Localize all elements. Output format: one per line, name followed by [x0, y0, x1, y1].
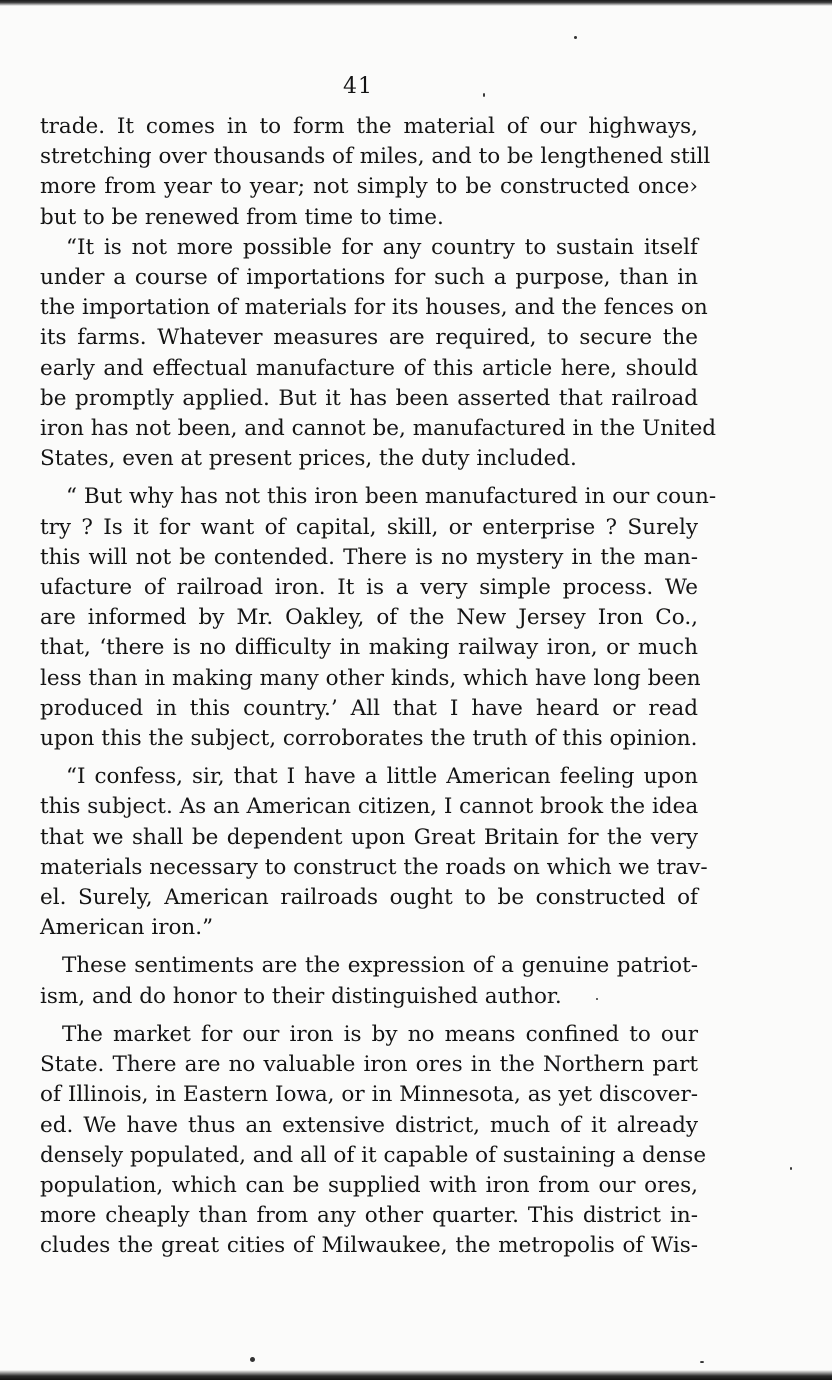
text-line: this subject. As an American citizen, I cannot brook the idea [40, 794, 699, 820]
paragraph-6 [40, 1020, 707, 1262]
text-line: its farms. Whatever measures are required, to secure the [40, 325, 698, 351]
text-line: iron has not been, and cannot be, manufactured in the United [40, 416, 717, 442]
text-line: “It is not more possible for any country to sustain itself [66, 234, 698, 260]
text-line: that, ‘there is no difficulty in making railway iron, or much [40, 635, 698, 661]
body-text [40, 112, 717, 1262]
text-line: cludes the great cities of Milwaukee, the metropolis of Wis- [40, 1233, 698, 1259]
paragraph-1 [40, 112, 711, 233]
text-line: stretching over thousands of miles, and to be lengthened still [40, 144, 711, 170]
text-line: try ? Is it for want of capital, skill, or enterprise ? Surely [40, 514, 698, 540]
page-number: 41 [343, 74, 373, 99]
text-line: but to be renewed from time to time. [40, 204, 444, 230]
ink-speck [574, 36, 577, 39]
ink-speck [596, 998, 598, 1000]
page-bottom-edge [0, 1370, 832, 1380]
text-line: population, which can be supplied with iron from our ores, [40, 1172, 698, 1198]
text-line: early and effectual manufacture of this article here, should [40, 355, 698, 381]
text-line: States, even at present prices, the duty included. [40, 446, 577, 472]
text-line: ed. We have thus an extensive district, much of it already [40, 1112, 698, 1138]
text-line: of Illinois, in Eastern Iowa, or in Minnesota, as yet discover- [40, 1082, 698, 1108]
ink-speck [250, 1357, 255, 1362]
text-line: trade. It comes in to form the material of our highways, [40, 114, 698, 139]
text-line: more from year to year; not simply to be constructed once› [40, 174, 698, 200]
ink-speck [790, 1167, 792, 1170]
text-line: These sentiments are the expression of a genuine patriot- [62, 953, 698, 979]
paragraph-3 [40, 482, 717, 754]
text-line: ufacture of railroad iron. It is a very simple process. We [40, 575, 698, 601]
text-line: “I confess, sir, that I have a little American feeling upon [66, 764, 698, 790]
text-line: The market for our iron is by no means confined to our [62, 1021, 698, 1047]
text-line: ism, and do honor to their distinguished author. [40, 983, 562, 1009]
paragraph-2 [40, 233, 717, 475]
text-line: “ But why has not this iron been manufactured in our coun- [66, 484, 717, 510]
paragraph-4 [40, 762, 708, 943]
text-line: that we shall be dependent upon Great Britain for the very [40, 824, 698, 850]
text-line: densely populated, and all of it capable of sustaining a dense [40, 1142, 707, 1168]
ink-speck [483, 93, 485, 97]
text-line: State. There are no valuable iron ores in the Northern part [40, 1052, 698, 1078]
text-line: be promptly applied. But it has been asserted that railroad [40, 385, 698, 411]
text-line: less than in making many other kinds, which have long been [40, 665, 701, 691]
text-line: American iron.” [40, 915, 214, 941]
text-line: el. Surely, American railroads ought to be constructed of [40, 885, 698, 911]
text-line: upon this the subject, corroborates the truth of this opinion. [40, 726, 698, 752]
text-line: materials necessary to construct the roads on which we trav- [40, 854, 708, 880]
text-line: the importation of materials for its houses, and the fences on [40, 295, 708, 321]
text-line: more cheaply than from any other quarter. This district in- [40, 1203, 698, 1229]
text-line: under a course of importations for such a purpose, than in [40, 265, 698, 291]
text-line: this will not be contended. There is no mystery in the man- [40, 544, 698, 570]
ink-speck [700, 1361, 704, 1363]
text-line: produced in this country.’ All that I have heard or read [40, 695, 698, 721]
page-top-edge [0, 0, 832, 6]
paragraph-5 [40, 951, 698, 1011]
text-line: are informed by Mr. Oakley, of the New Jersey Iron Co., [40, 605, 698, 631]
